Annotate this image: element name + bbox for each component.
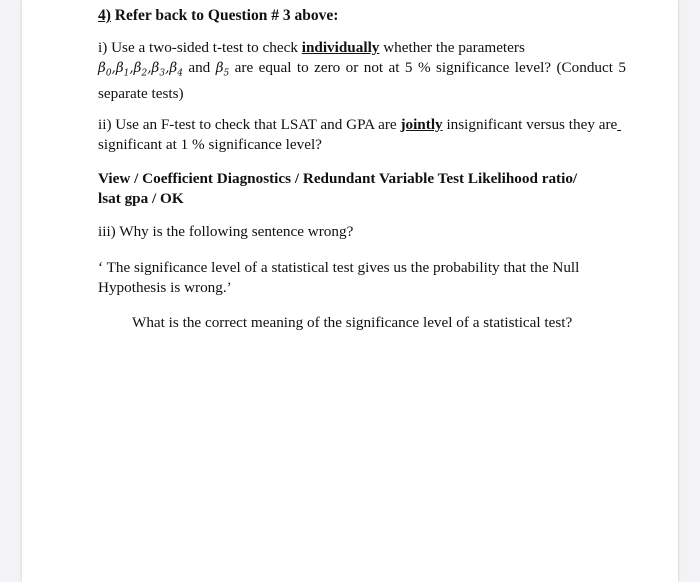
q2-tail-2: significant at 1 % significance level?: [98, 136, 322, 153]
document-page: [22, 0, 678, 582]
q1-emphasis: individually: [301, 39, 380, 56]
q2-lead: ii) Use an F-test to check that LSAT and GPA are: [98, 116, 401, 133]
q1-lead: i) Use a two-sided t-test to check: [98, 39, 302, 56]
beta-parameters: $\beta_0,\beta_1,\beta_2,\beta_3,\beta_4$: [98, 60, 183, 79]
question-ii: [98, 115, 626, 155]
beta-5: $\beta_5$: [215, 60, 230, 79]
question-i: [98, 38, 626, 104]
heading-text: Refer back to Question # 3 above:: [110, 7, 339, 24]
software-instruction: [98, 169, 626, 209]
section-heading: [98, 6, 626, 26]
instruction-line-1: View / Coefficient Diagnostics / Redundant Variable Test Likelihood ratio/: [98, 170, 578, 187]
question-number: 4): [98, 7, 111, 24]
follow-up-question: What is the correct meaning of the significance level of a statistical test?: [132, 314, 573, 331]
question-iii: iii) Why is the following sentence wrong?: [98, 223, 354, 240]
q2-emphasis: jointly: [400, 116, 443, 133]
q1-tail: are equal to zero or not at 5 % significance level? (Conduct 5 separate tests): [98, 59, 626, 102]
quoted-sentence: ‘ The significance level of a statistical test gives us the probability that the Null Hypothesis is wrong.’: [98, 259, 580, 296]
q1-mid: whether the parameters: [379, 39, 525, 56]
q2-underscore: [617, 116, 621, 133]
q1-and: and: [182, 59, 216, 76]
instruction-line-2: lsat gpa / OK: [98, 190, 184, 207]
q2-tail-1: insignificant versus they are: [442, 116, 618, 133]
